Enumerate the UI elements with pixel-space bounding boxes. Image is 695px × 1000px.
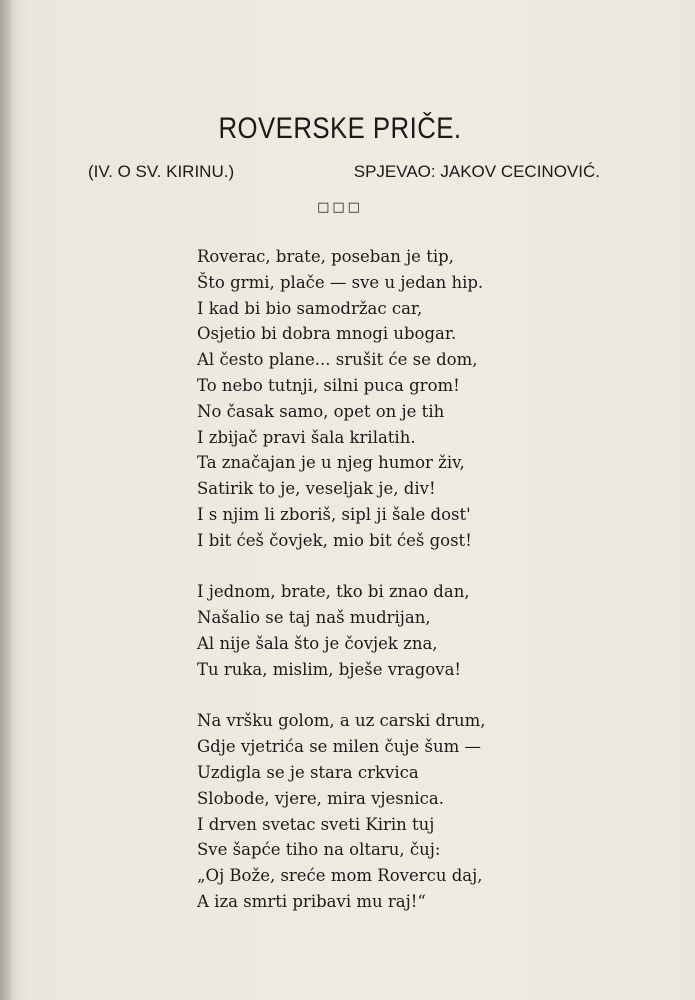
ornament-divider: □□□ xyxy=(317,200,363,215)
poem-line: „Oj Bože, sreće mom Rovercu daj, xyxy=(197,866,483,886)
author-credit: SPJEVAO: JAKOV CECINOVIĆ. xyxy=(353,162,600,181)
poem-line: Ta značajan je u njeg humor živ, xyxy=(197,453,465,473)
poem-line: Al često plane... srušit će se dom, xyxy=(197,350,478,370)
poem-line: Uzdigla se je stara crkvica xyxy=(197,762,419,782)
poem-line: Gdje vjetrića se milen čuje šum — xyxy=(197,737,481,757)
poem-line: I drven svetac sveti Kirin tuj xyxy=(197,814,435,834)
poem-line: Sve šapće tiho na oltaru, čuj: xyxy=(197,840,441,860)
poem-line: Tu ruka, mislim, bješe vragova! xyxy=(197,659,462,679)
poem-subtitle: (IV. O SV. KIRINU.) xyxy=(88,162,235,181)
stanza xyxy=(197,708,617,914)
poem-line: Roverac, brate, poseban je tip, xyxy=(197,247,454,266)
poem-line: I s njim li zboriš, sipl ji šale dost' xyxy=(197,504,471,524)
poem-line: Našalio se taj naš mudrijan, xyxy=(197,608,431,628)
poem-line: No časak samo, opet on je tih xyxy=(197,401,445,421)
poem-line: I kad bi bio samodržac car, xyxy=(197,298,423,318)
poem-line: I bit ćeš čovjek, mio bit ćeš gost! xyxy=(197,530,472,550)
stanza-gap xyxy=(197,554,617,580)
page-title: ROVERSKE PRIČE. xyxy=(218,112,462,145)
poem-line: I jednom, brate, tko bi znao dan, xyxy=(197,582,470,602)
binding-shadow xyxy=(0,0,14,1000)
poem-line: Al nije šala što je čovjek zna, xyxy=(197,633,438,653)
poem-line: I zbijač pravi šala krilatih. xyxy=(197,427,416,447)
poem-line: Slobode, vjere, mira vjesnica. xyxy=(197,788,444,808)
stanza-gap xyxy=(197,683,617,709)
poem-line: To nebo tutnji, silni puca grom! xyxy=(197,375,460,395)
stanza xyxy=(197,244,617,554)
poem-line: Osjetio bi dobra mnogi ubogar. xyxy=(197,324,457,344)
poem-line: Što grmi, plače — sve u jedan hip. xyxy=(197,272,484,292)
poem-line: Na vršku golom, a uz carski drum, xyxy=(197,711,486,731)
poem-body xyxy=(197,244,617,915)
poem-line: A iza smrti pribavi mu raj!“ xyxy=(197,891,426,911)
stanza xyxy=(197,579,617,682)
subtitle-row xyxy=(88,162,600,186)
poem-line: Satirik to je, veseljak je, div! xyxy=(197,479,436,499)
